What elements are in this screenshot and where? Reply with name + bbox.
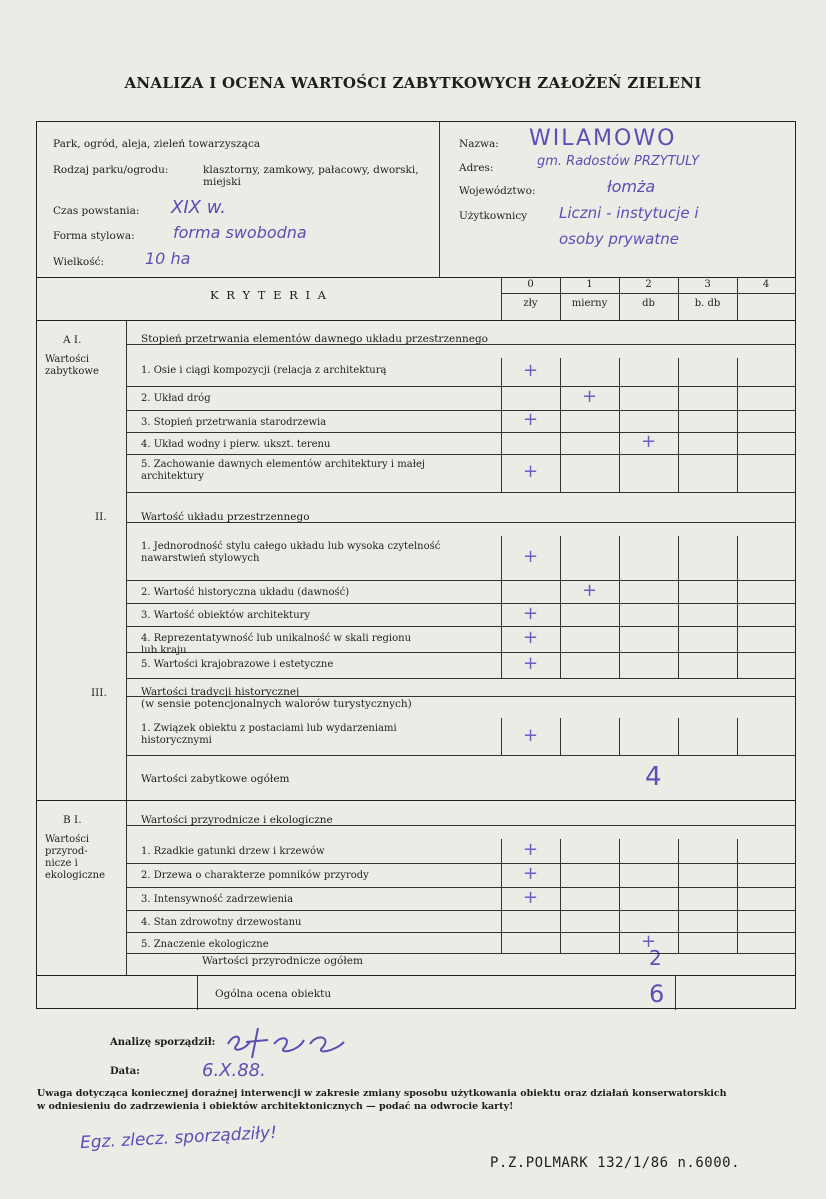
score-number-2: 2	[645, 279, 652, 290]
criterion-row: 1. Rzadkie gatunki drzew i krzewów	[141, 846, 325, 857]
score-mark: +	[522, 602, 539, 624]
criteria-header-bottom-line	[37, 320, 795, 321]
row-line	[126, 386, 795, 387]
hw-uzytkownicy-2: osoby prywatne	[559, 230, 679, 248]
section-b-title-line	[126, 825, 795, 826]
row-line	[126, 887, 795, 888]
section-a-group2-code: II.	[95, 511, 107, 523]
section-a-bottom-line	[37, 800, 795, 801]
forma-label: Forma stylowa:	[53, 230, 135, 242]
wojewodztwo-label: Województwo:	[459, 185, 536, 197]
a-total-top-line	[126, 755, 795, 756]
criterion-row: 2. Wartość historyczna układu (dawność)	[141, 587, 350, 598]
criterion-row: 4. Stan zdrowotny drzewostanu	[141, 917, 302, 928]
hw-wojewodztwo: łomża	[607, 177, 656, 196]
adres-label: Adres:	[459, 162, 494, 174]
section-a-name: Wartości zabytkowe	[45, 354, 99, 377]
hw-nazwa: WILAMOWO	[529, 126, 677, 151]
score-mark: +	[640, 930, 657, 952]
score-column-line	[678, 536, 679, 678]
hw-adres: gm. Radostów PRZYTULY	[537, 154, 700, 169]
score-column-line	[737, 718, 738, 755]
row-line	[126, 910, 795, 911]
criterion-row: 1. Związek obiektu z postaciami lub wydarzeniami historycznymi	[141, 723, 397, 746]
row-line	[126, 580, 795, 581]
overall-left-divider	[197, 975, 198, 1010]
data-label: Data:	[110, 1066, 140, 1077]
overall-value: 6	[649, 980, 665, 1008]
header-divider	[439, 122, 440, 277]
criterion-row: 5. Zachowanie dawnych elementów architektury i małej architektury	[141, 459, 425, 482]
score-column-line	[678, 839, 679, 953]
row-line	[126, 454, 795, 455]
b-total-value: 2	[649, 946, 662, 970]
criterion-row: 1. Osie i ciągi kompozycji (relacja z architekturą	[141, 365, 387, 376]
section-a-code: A I.	[63, 334, 82, 346]
section-b-code: B I.	[63, 814, 82, 826]
uzytkownicy-label: Użytkownicy	[459, 210, 528, 222]
row-line	[126, 863, 795, 864]
section-a-group3-code: III.	[91, 687, 107, 699]
data-value: 6.X.88.	[202, 1060, 266, 1081]
criterion-row: 4. Reprezentatywność lub unikalność w skali regionu lub kraju	[141, 633, 412, 656]
hw-forma: forma swobodna	[173, 223, 307, 242]
criterion-row: 3. Intensywność zadrzewienia	[141, 894, 294, 905]
score-column-line	[737, 839, 738, 953]
handwritten-note: Egz. zlecz. sporządziły!	[79, 1122, 278, 1154]
score-column-line	[501, 536, 502, 678]
score-number-3: 3	[704, 279, 711, 290]
wielkosc-label: Wielkość:	[53, 256, 105, 268]
score-header-mid-line	[501, 293, 795, 294]
criterion-row: 1. Jednorodność stylu całego układu lub wysoka czytelność nawarstwień stylowych	[141, 541, 441, 564]
overall-label: Ogólna ocena obiektu	[215, 988, 332, 1000]
hw-wielkosc: 10 ha	[145, 249, 191, 268]
score-column-line	[619, 839, 620, 953]
score-mark: +	[640, 431, 657, 452]
score-mark: +	[522, 546, 539, 567]
row-line	[126, 603, 795, 604]
czas-label: Czas powstania:	[53, 205, 140, 217]
group1-title-line	[126, 344, 795, 345]
section-a-divider	[126, 320, 127, 800]
form-frame	[36, 121, 796, 1009]
score-column-line	[501, 358, 502, 492]
section-b-bottom-line	[37, 975, 795, 976]
nazwa-label: Nazwa:	[459, 138, 499, 150]
score-column-line	[619, 536, 620, 678]
group1-title: Stopień przetrwania elementów dawnego układu przestrzennego	[141, 333, 488, 345]
score-mark: +	[522, 627, 539, 648]
score-mark: +	[522, 724, 539, 746]
section-b-title: Wartości przyrodnicze i ekologiczne	[141, 814, 333, 826]
score-mark: +	[522, 863, 539, 884]
signature	[222, 1018, 352, 1066]
score-column-line	[619, 718, 620, 755]
row-line	[126, 432, 795, 433]
criterion-row: 2. Układ dróg	[141, 393, 211, 404]
score-mark: +	[522, 360, 539, 381]
row-line	[126, 932, 795, 933]
rodzaj-options: klasztorny, zamkowy, pałacowy, dworski, miejski	[203, 164, 419, 188]
score-column-line	[560, 536, 561, 678]
b-total-top-line	[126, 953, 795, 954]
overall-right-divider	[675, 975, 676, 1010]
criterion-row: 2. Drzewa o charakterze pomników przyrody	[141, 870, 369, 881]
score-name-1: mierny	[571, 298, 608, 309]
a-total-value: 4	[645, 762, 662, 792]
score-column-line	[501, 839, 502, 953]
criterion-row: 4. Układ wodny i pierw. ukszt. terenu	[141, 439, 331, 450]
score-number-1: 1	[586, 279, 593, 290]
score-column-line	[678, 718, 679, 755]
row-line	[126, 678, 795, 679]
criterion-row: 3. Wartość obiektów architektury	[141, 610, 311, 621]
score-column-line	[560, 358, 561, 492]
group2-title-line	[126, 522, 795, 523]
header-bottom-line	[37, 277, 795, 278]
score-column-line	[560, 839, 561, 953]
row-line	[126, 492, 795, 493]
score-column-line	[501, 718, 502, 755]
score-column-line	[619, 358, 620, 492]
group2-title: Wartość układu przestrzennego	[141, 511, 310, 523]
a-total-label: Wartości zabytkowe ogółem	[141, 773, 290, 785]
score-mark: +	[581, 386, 598, 407]
score-column-line	[737, 358, 738, 492]
row-line	[126, 626, 795, 627]
kryteria-label: K R Y T E R I A	[209, 288, 328, 302]
uwaga-text: Uwaga dotycząca koniecznej doraźnej interwencji w zakresie zmiany sposobu użytkowania obiektu oraz działań konserwatorskich w odniesieniu do zadrzewienia i obiektów architektonicznych — podać na odwrocie karty!	[37, 1088, 727, 1112]
criterion-row: 5. Znaczenie ekologiczne	[141, 939, 269, 950]
score-column-line	[678, 358, 679, 492]
group3-title-line	[126, 696, 795, 697]
hw-uzytkownicy-1: Liczni - instytucje i	[559, 204, 699, 222]
criterion-row: 5. Wartości krajobrazowe i estetyczne	[141, 659, 334, 670]
score-mark: +	[581, 579, 598, 601]
score-name-0: zły	[523, 298, 538, 309]
section-b-name: Wartości przyrod- nicze i ekologiczne	[45, 834, 106, 881]
score-column-line	[737, 536, 738, 678]
row-line	[126, 410, 795, 411]
score-number-4: 4	[762, 279, 770, 290]
score-name-2: db	[642, 298, 655, 309]
b-total-label: Wartości przyrodnicze ogółem	[202, 955, 363, 967]
group3-title: Wartości tradycji historycznej (w sensie potencjonalnych walorów turystycznych)	[141, 686, 412, 710]
page-title: ANALIZA I OCENA WARTOŚCI ZABYTKOWYCH ZAŁOŻEŃ ZIELENI	[124, 74, 702, 92]
hw-czas: XIX w.	[171, 197, 226, 218]
park-label: Park, ogród, aleja, zieleń towarzysząca	[53, 138, 261, 150]
score-column-line	[560, 718, 561, 755]
score-mark: +	[522, 839, 539, 860]
score-number-0: 0	[527, 279, 534, 290]
score-mark: +	[522, 461, 539, 482]
score-name-3: b. db	[694, 298, 721, 309]
score-mark: +	[522, 409, 539, 430]
rodzaj-label: Rodzaj parku/ogrodu:	[53, 164, 169, 176]
score-mark: +	[522, 653, 539, 674]
criterion-row: 3. Stopień przetrwania starodrzewia	[141, 417, 327, 428]
analiza-label: Analizę sporządził:	[110, 1037, 216, 1048]
score-mark: +	[522, 886, 539, 908]
footer-code: P.Z.POLMARK 132/1/86 n.6000.	[490, 1155, 741, 1171]
